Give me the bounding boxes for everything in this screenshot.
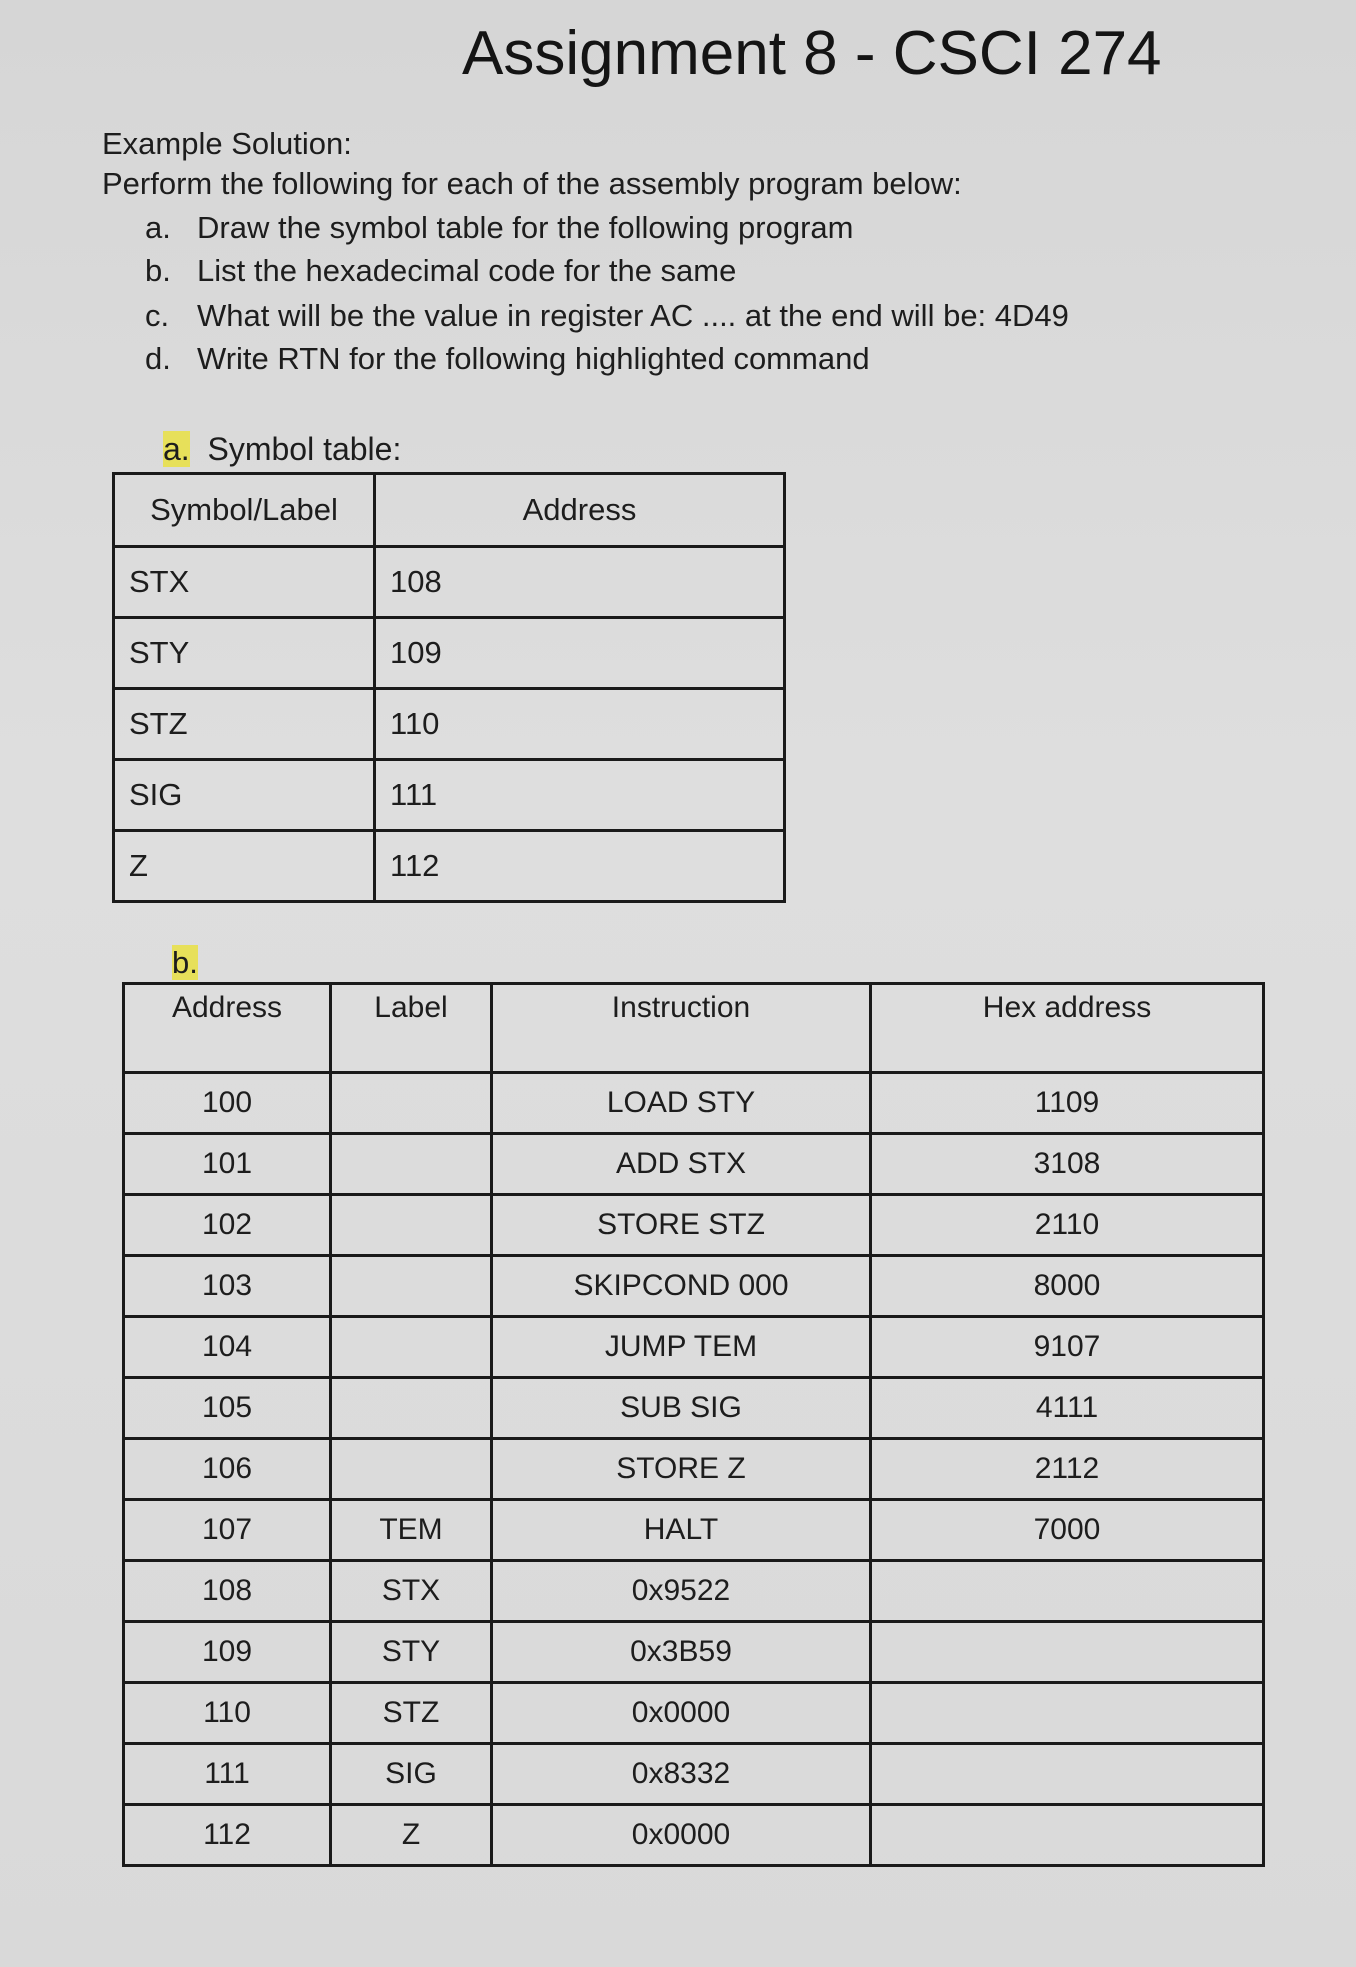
program-table	[122, 982, 1265, 1867]
intro-example-solution: Example Solution:	[102, 126, 352, 161]
symbol-table-heading	[163, 431, 401, 468]
column-header: Label	[331, 984, 492, 1073]
table-cell: 108	[124, 1561, 331, 1622]
task-b	[145, 253, 736, 289]
table-cell	[871, 1561, 1264, 1622]
table-cell: STX	[114, 547, 375, 618]
table-cell	[871, 1805, 1264, 1866]
page-title: Assignment 8 - CSCI 274	[462, 19, 1162, 88]
table-cell	[331, 1317, 492, 1378]
table-cell: 101	[124, 1134, 331, 1195]
table-cell: Z	[114, 831, 375, 902]
table-cell	[331, 1256, 492, 1317]
table-cell: 9107	[871, 1317, 1264, 1378]
table-cell: SIG	[331, 1744, 492, 1805]
table-row	[114, 689, 785, 760]
table-cell: SUB SIG	[492, 1378, 871, 1439]
table-row	[124, 1195, 1264, 1256]
task-text: List the hexadecimal code for the same	[197, 253, 737, 288]
table-cell: 110	[124, 1683, 331, 1744]
table-cell: 3108	[871, 1134, 1264, 1195]
table-cell: 112	[124, 1805, 331, 1866]
table-cell: STY	[331, 1622, 492, 1683]
table-cell: 2110	[871, 1195, 1264, 1256]
table-row	[124, 1073, 1264, 1134]
task-text: Draw the symbol table for the following program	[197, 210, 854, 245]
intro-instructions: Perform the following for each of the assembly program below:	[102, 166, 962, 201]
table-cell	[331, 1439, 492, 1500]
table-cell: 103	[124, 1256, 331, 1317]
column-header: Instruction	[492, 984, 871, 1073]
table-cell	[331, 1195, 492, 1256]
table-cell: 2112	[871, 1439, 1264, 1500]
table-cell: STZ	[114, 689, 375, 760]
table-cell: STORE STZ	[492, 1195, 871, 1256]
table-cell: 108	[375, 547, 785, 618]
table-cell	[871, 1683, 1264, 1744]
symbol-table	[112, 472, 786, 903]
table-cell: HALT	[492, 1500, 871, 1561]
table-row	[114, 760, 785, 831]
table-cell: 0x0000	[492, 1683, 871, 1744]
table-cell: ADD STX	[492, 1134, 871, 1195]
column-header: Hex address	[871, 984, 1264, 1073]
table-cell: JUMP TEM	[492, 1317, 871, 1378]
table-row	[124, 1622, 1264, 1683]
task-text: What will be the value in register AC .... at the end will be: 4D49	[197, 298, 1069, 333]
table-row	[114, 831, 785, 902]
table-cell: 7000	[871, 1500, 1264, 1561]
table-cell	[331, 1134, 492, 1195]
table-cell: 111	[124, 1744, 331, 1805]
table-cell: 110	[375, 689, 785, 760]
table-cell: 102	[124, 1195, 331, 1256]
table-cell: 100	[124, 1073, 331, 1134]
column-header: Address	[124, 984, 331, 1073]
table-row	[114, 618, 785, 689]
table-row	[124, 1805, 1264, 1866]
table-cell: 0x9522	[492, 1561, 871, 1622]
table-cell: 109	[124, 1622, 331, 1683]
task-d	[145, 341, 870, 377]
task-c	[145, 298, 1069, 334]
task-marker: d.	[145, 341, 171, 376]
table-cell: LOAD STY	[492, 1073, 871, 1134]
table-row	[124, 1683, 1264, 1744]
highlight-marker: a.	[163, 431, 190, 467]
table-header-row	[114, 474, 785, 547]
table-row	[124, 1317, 1264, 1378]
table-cell: STX	[331, 1561, 492, 1622]
table-row	[124, 1134, 1264, 1195]
table-cell: 104	[124, 1317, 331, 1378]
highlight-marker: b.	[172, 945, 198, 980]
table-cell: 8000	[871, 1256, 1264, 1317]
table-cell: Z	[331, 1805, 492, 1866]
table-cell	[871, 1744, 1264, 1805]
table-cell: SIG	[114, 760, 375, 831]
task-marker: a.	[145, 210, 171, 245]
column-header: Address	[375, 474, 785, 547]
table-cell: 1109	[871, 1073, 1264, 1134]
column-header: Symbol/Label	[114, 474, 375, 547]
table-cell: STORE Z	[492, 1439, 871, 1500]
table-cell: 0x0000	[492, 1805, 871, 1866]
task-marker: b.	[145, 253, 171, 288]
table-cell: STY	[114, 618, 375, 689]
table-row	[124, 1500, 1264, 1561]
table-cell: TEM	[331, 1500, 492, 1561]
table-cell: 105	[124, 1378, 331, 1439]
table-cell: 106	[124, 1439, 331, 1500]
table-cell: STZ	[331, 1683, 492, 1744]
table-row	[124, 1439, 1264, 1500]
table-cell	[871, 1622, 1264, 1683]
table-row	[124, 1561, 1264, 1622]
table-cell: 112	[375, 831, 785, 902]
table-row	[124, 1256, 1264, 1317]
table-cell: 0x8332	[492, 1744, 871, 1805]
table-row	[124, 1378, 1264, 1439]
program-table-heading	[172, 945, 198, 981]
table-cell	[331, 1073, 492, 1134]
table-cell: 109	[375, 618, 785, 689]
table-row	[124, 1744, 1264, 1805]
task-marker: c.	[145, 298, 170, 333]
table-cell: SKIPCOND 000	[492, 1256, 871, 1317]
task-text: Write RTN for the following highlighted command	[197, 341, 870, 376]
table-header-row	[124, 984, 1264, 1073]
table-cell: 0x3B59	[492, 1622, 871, 1683]
table-row	[114, 547, 785, 618]
symbol-table-label: Symbol table:	[207, 431, 402, 467]
table-cell: 107	[124, 1500, 331, 1561]
table-cell: 4111	[871, 1378, 1264, 1439]
table-cell: 111	[375, 760, 785, 831]
task-a	[145, 210, 853, 246]
table-cell	[331, 1378, 492, 1439]
